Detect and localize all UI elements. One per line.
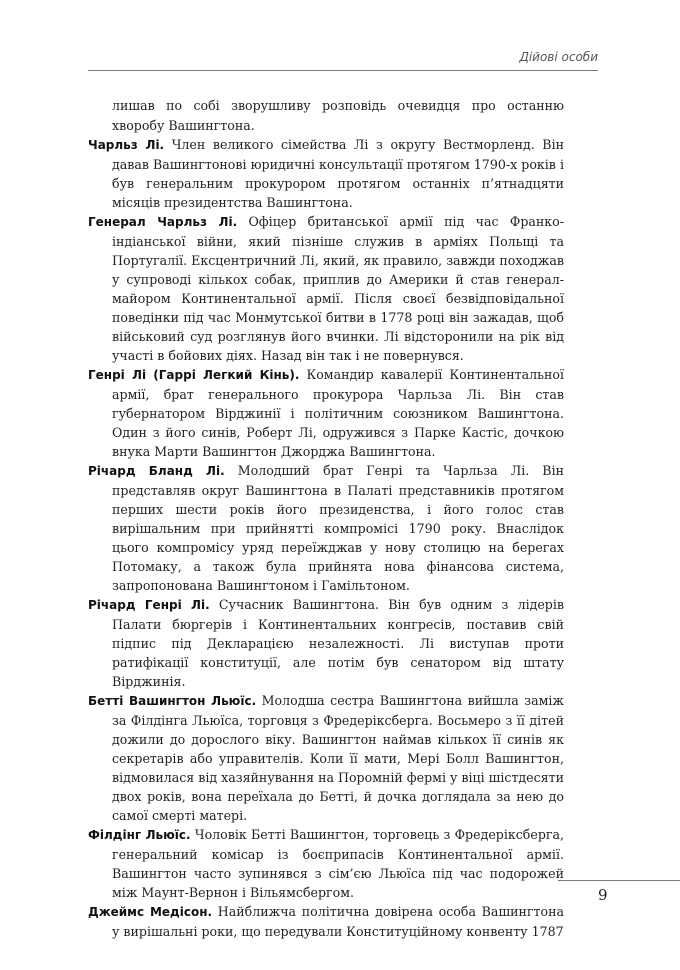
glossary-entry: [88, 461, 564, 595]
glossary-entry: [88, 135, 564, 212]
entry-text: Молодша сестра Вашингтона вийшла заміж за Філдінга Льюїса, торговця з Фредеріксберга. Восьмеро з її дітей дожили до дорослого віку. Вашингтон наймав кількох її синів як секретарів або управителів. Коли її мати, Мері Болл Вашингтон, відмовилася від хазяйнування на Поромній фермі у віці шістдесяти двох років, вона переїхала до Бетті, й дочка доглядала за нею до самої смерті матері.: [112, 693, 564, 823]
entry-name: Річард Генрі Лі.: [88, 598, 210, 612]
page-number: 9: [598, 886, 608, 904]
glossary-entry: [88, 902, 564, 941]
glossary-entry: [88, 212, 564, 365]
glossary-entry: [88, 691, 564, 825]
entry-text: Член великого сімейства Лі з округу Вестморленд. Він давав Вашингтонові юридичні консультації протягом 1790-х років і був генеральним прокурором протягом останніх п’ятнадцяти місяців президентства Вашингтона.: [112, 137, 564, 210]
entry-name: Джеймс Медісон.: [88, 905, 213, 919]
glossary-entry-continued: [88, 96, 564, 135]
entry-name: Чарльз Лі.: [88, 138, 165, 152]
entry-text: Офіцер британської армії під час Франко-індіанської війни, який пізніше служив в арміях Польщі та Португалії. Ексцентричний Лі, який, як правило, завжди походжав у супроводі кількох собак, приплив до Америки й став генерал-майором Континентальної армії. Після своєї безвідповідальної поведінки під час Монмутської битви в 1778 році він зажадав, щоб військовий суд розглянув його вчинки. Лі відсторонили на рік від участі в бойових діях. Назад він так і не повернувся.: [112, 214, 564, 363]
entry-text: Найближча політична довірена особа Вашингтона у вирішальні роки, що передували Конституційному конвенту 1787: [112, 904, 564, 939]
entry-name: Річард Бланд Лі.: [88, 464, 225, 478]
entry-text: Чоловік Бетті Вашингтон, торговець з Фредеріксберга, генеральний комісар із боєприпасів Континентальної армії. Вашингтон часто зупинявся з сім’єю Льюїса під час подорожей між Маунт-Вернон і Вільямсбергом.: [112, 827, 565, 900]
footer-divider: [558, 880, 680, 881]
glossary-entry: [88, 825, 564, 902]
entry-name: Генерал Чарльз Лі.: [88, 215, 238, 229]
entry-text: лишав по собі зворушливу розповідь очевидця про останню хворобу Вашингтона.: [112, 98, 564, 133]
entry-text: Командир кавалерії Континентальної армії, брат генерального прокурора Чарльза Лі. Він став губернатором Вірджинії і політичним союзником Вашингтона. Один з його синів, Роберт Лі, одружився з Парке Кастіс, дочкою внука Марти Вашингтон Джорджа Вашингтона.: [112, 367, 564, 459]
glossary-entry: [88, 595, 564, 691]
glossary-body: [88, 96, 564, 941]
entry-name: Генрі Лі (Гаррі Легкий Кінь).: [88, 368, 300, 382]
header-divider: [88, 70, 598, 71]
entry-name: Бетті Вашингтон Льюїс.: [88, 694, 257, 708]
running-header: Дійові особи: [519, 50, 598, 64]
entry-text: Сучасник Вашингтона. Він був одним з лідерів Палати бюргерів і Континентальних конгресів, поставив свій підпис під Декларацією незалежності. Лі виступав проти ратифікації конституції, але потім був сенатором від штату Вірджинія.: [112, 597, 564, 689]
entry-text: Молодший брат Генрі та Чарльза Лі. Він представляв округ Вашингтона в Палаті представників протягом перших шести років його президенства, і його голос став вирішальним при прийнятті компромісі 1790 року. Внаслідок цього компромісу уряд переїжджав у нову столицю на берегах Потомаку, а також була прийнята нова фінансова система, запропонована Вашингтоном і Гамільтоном.: [112, 463, 564, 593]
glossary-entry: [88, 365, 564, 461]
entry-name: Філдінг Льюїс.: [88, 828, 191, 842]
